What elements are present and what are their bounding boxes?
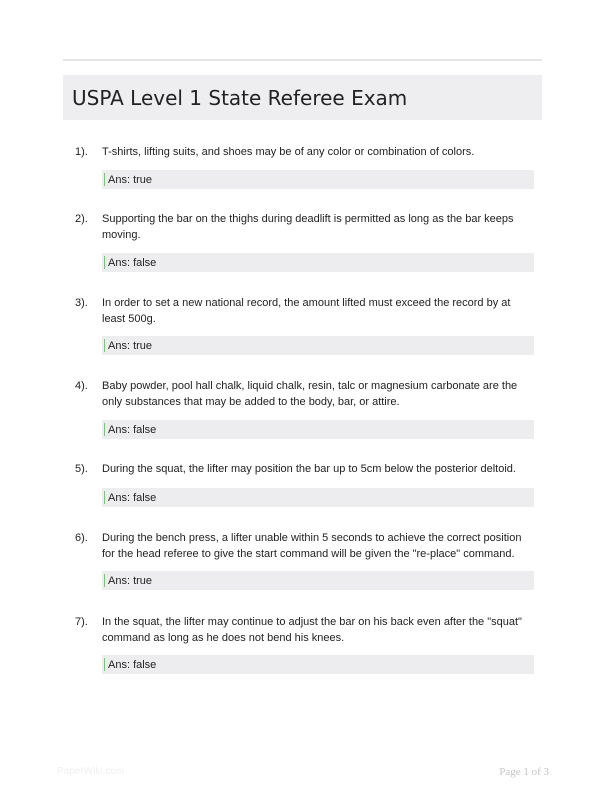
answer-text: Ans: false	[108, 491, 157, 504]
question-number: 2).	[75, 213, 88, 225]
answer-box	[102, 170, 534, 189]
question-number: 1).	[75, 146, 88, 158]
question-text: During the bench press, a lifter unable within 5 seconds to achieve the correct position for the head referee to give the start command will be given the "re-place" command.	[102, 532, 522, 560]
answer-box	[102, 336, 534, 355]
page-title: USPA Level 1 State Referee Exam	[72, 85, 408, 110]
question-text: T-shirts, lifting suits, and shoes may be of any color or combination of colors.	[102, 146, 475, 158]
footer-watermark: PaperWiki.com	[57, 766, 125, 777]
question-number: 5).	[75, 463, 88, 475]
question-text: During the squat, the lifter may position the bar up to 5cm below the posterior deltoid.	[102, 463, 516, 475]
answer-box	[102, 655, 534, 674]
question-number: 6).	[75, 532, 88, 544]
question-number: 3).	[75, 297, 88, 309]
header-divider	[63, 59, 542, 61]
question-number: 4).	[75, 380, 88, 392]
question-number: 7).	[75, 616, 88, 628]
answer-text: Ans: false	[108, 256, 157, 269]
answer-text: Ans: true	[108, 173, 153, 186]
page-number: Page 1 of 3	[499, 766, 549, 778]
answer-text: Ans: false	[108, 423, 157, 436]
answer-text: Ans: true	[108, 574, 153, 587]
answer-box	[102, 488, 534, 507]
answer-box	[102, 253, 534, 272]
question-text: Supporting the bar on the thighs during deadlift is permitted as long as the bar keeps moving.	[102, 213, 514, 241]
question-text: Baby powder, pool hall chalk, liquid chalk, resin, talc or magnesium carbonate are the only substances that may be added to the body, bar, or attire.	[102, 380, 518, 408]
answer-box	[102, 420, 534, 439]
answer-text: Ans: true	[108, 339, 153, 352]
title-bar	[63, 75, 542, 120]
answer-text: Ans: false	[108, 658, 157, 671]
question-text: In order to set a new national record, the amount lifted must exceed the record by at least 500g.	[102, 297, 511, 325]
question-text: In the squat, the lifter may continue to adjust the bar on his back even after the "squat" command as long as he does not bend his knees.	[102, 616, 522, 644]
answer-box	[102, 571, 534, 590]
